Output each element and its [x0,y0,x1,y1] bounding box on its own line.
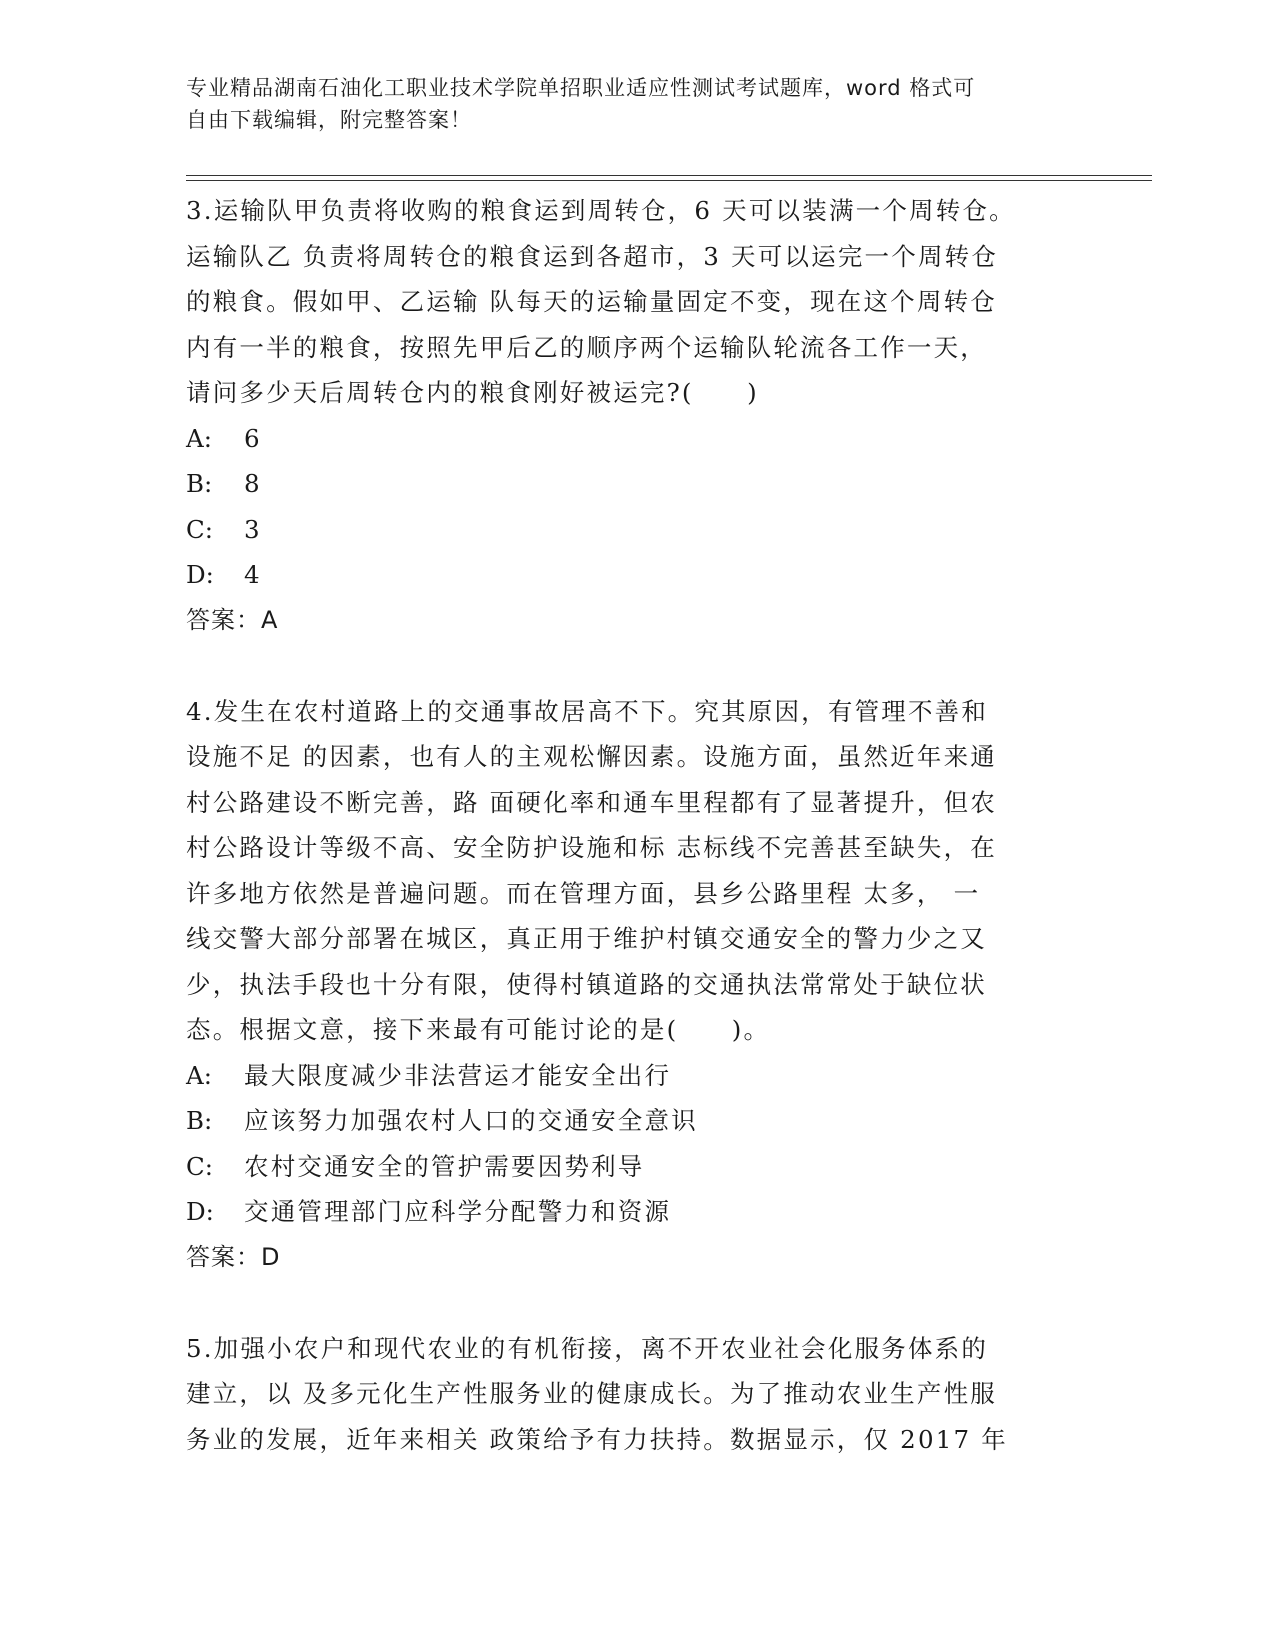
option-a [186,416,1086,462]
question-text-line: 许多地方依然是普遍问题。而在管理方面，县乡公路里程 太多， 一 [186,878,981,908]
question-text-line: 4.发生在农村道路上的交通事故居高不下。究其原因，有管理不善和 [186,696,989,726]
option-letter: C: [186,1151,214,1181]
question-text-line: 线交警大部分部署在城区，真正用于维护村镇交通安全的警力少之又 [186,924,987,953]
question-text-line: 村公路建设不断完善，路 面硬化率和通车里程都有了显著提升，但农 [186,787,997,817]
question-3 [186,188,1086,643]
option-c [186,507,1086,553]
option-b [186,1098,1086,1144]
option-text: 最大限度减少非法营运才能安全出行 [244,1060,672,1090]
question-text-line: 态。根据文意，接下来最有可能讨论的是( )。 [186,1015,771,1044]
question-text-line: 村公路设计等级不高、安全防护设施和标 志标线不完善甚至缺失，在 [186,833,997,862]
question-text-line: 3.运输队甲负责将收购的粮食运到周转仓，6 天可以装满一个周转仓。 [186,196,1016,225]
option-text: 交通管理部门应科学分配警力和资源 [244,1197,672,1226]
option-letter: B: [186,469,213,498]
option-letter: D: [186,560,214,589]
answer-label: 答案：D [186,1242,281,1271]
option-letter: A: [186,1060,212,1090]
answer-label: 答案：A [186,605,279,634]
document-body [186,188,1086,1462]
option-text: 农村交通安全的管护需要因势利导 [244,1151,645,1181]
option-c [186,1144,1086,1190]
question-5 [186,1326,1086,1463]
option-letter: A: [186,423,212,453]
question-text-line: 5.加强小农户和现代农业的有机衔接，离不开农业社会化服务体系的 [186,1333,989,1363]
option-d [186,552,1086,598]
question-text-line: 运输队乙 负责将周转仓的粮食运到各超市，3 天可以运完一个周转仓 [186,241,999,271]
option-b [186,461,1086,507]
question-text-line: 务业的发展，近年来相关 政策给予有力扶持。数据显示，仅 2017 年 [186,1424,1009,1454]
header-divider-top [186,175,1152,176]
question-text-line: 设施不足 的因素，也有人的主观松懈因素。设施方面，虽然近年来通 [186,742,997,771]
question-text-line: 内有一半的粮食，按照先甲后乙的顺序两个运输队轮流各工作一天， [186,332,987,362]
header-line: 专业精品湖南石油化工职业技术学院单招职业适应性测试考试题库，word 格式可 [186,76,976,100]
option-text: 6 [244,423,262,453]
spacer [186,1280,1086,1326]
question-4 [186,689,1086,1281]
header-line: 自由下载编辑，附完整答案！ [186,108,472,132]
option-text: 应该努力加强农村人口的交通安全意识 [244,1106,698,1135]
option-text: 8 [244,469,262,498]
header-divider-bottom [186,180,1152,181]
option-letter: B: [186,1106,213,1135]
option-text: 4 [244,560,262,589]
option-letter: D: [186,1197,214,1226]
document-header [186,72,1066,136]
spacer [186,643,1086,689]
question-text-line: 建立，以 及多元化生产性服务业的健康成长。为了推动农业生产性服 [186,1379,997,1408]
option-text: 3 [244,514,262,544]
question-text-line: 的粮食。假如甲、乙运输 队每天的运输量固定不变，现在这个周转仓 [186,287,997,316]
question-text-line: 请问多少天后周转仓内的粮食刚好被运完?( ) [186,378,759,407]
question-text-line: 少，执法手段也十分有限，使得村镇道路的交通执法常常处于缺位状 [186,969,987,999]
option-d [186,1189,1086,1235]
option-letter: C: [186,514,214,544]
option-a [186,1053,1086,1099]
